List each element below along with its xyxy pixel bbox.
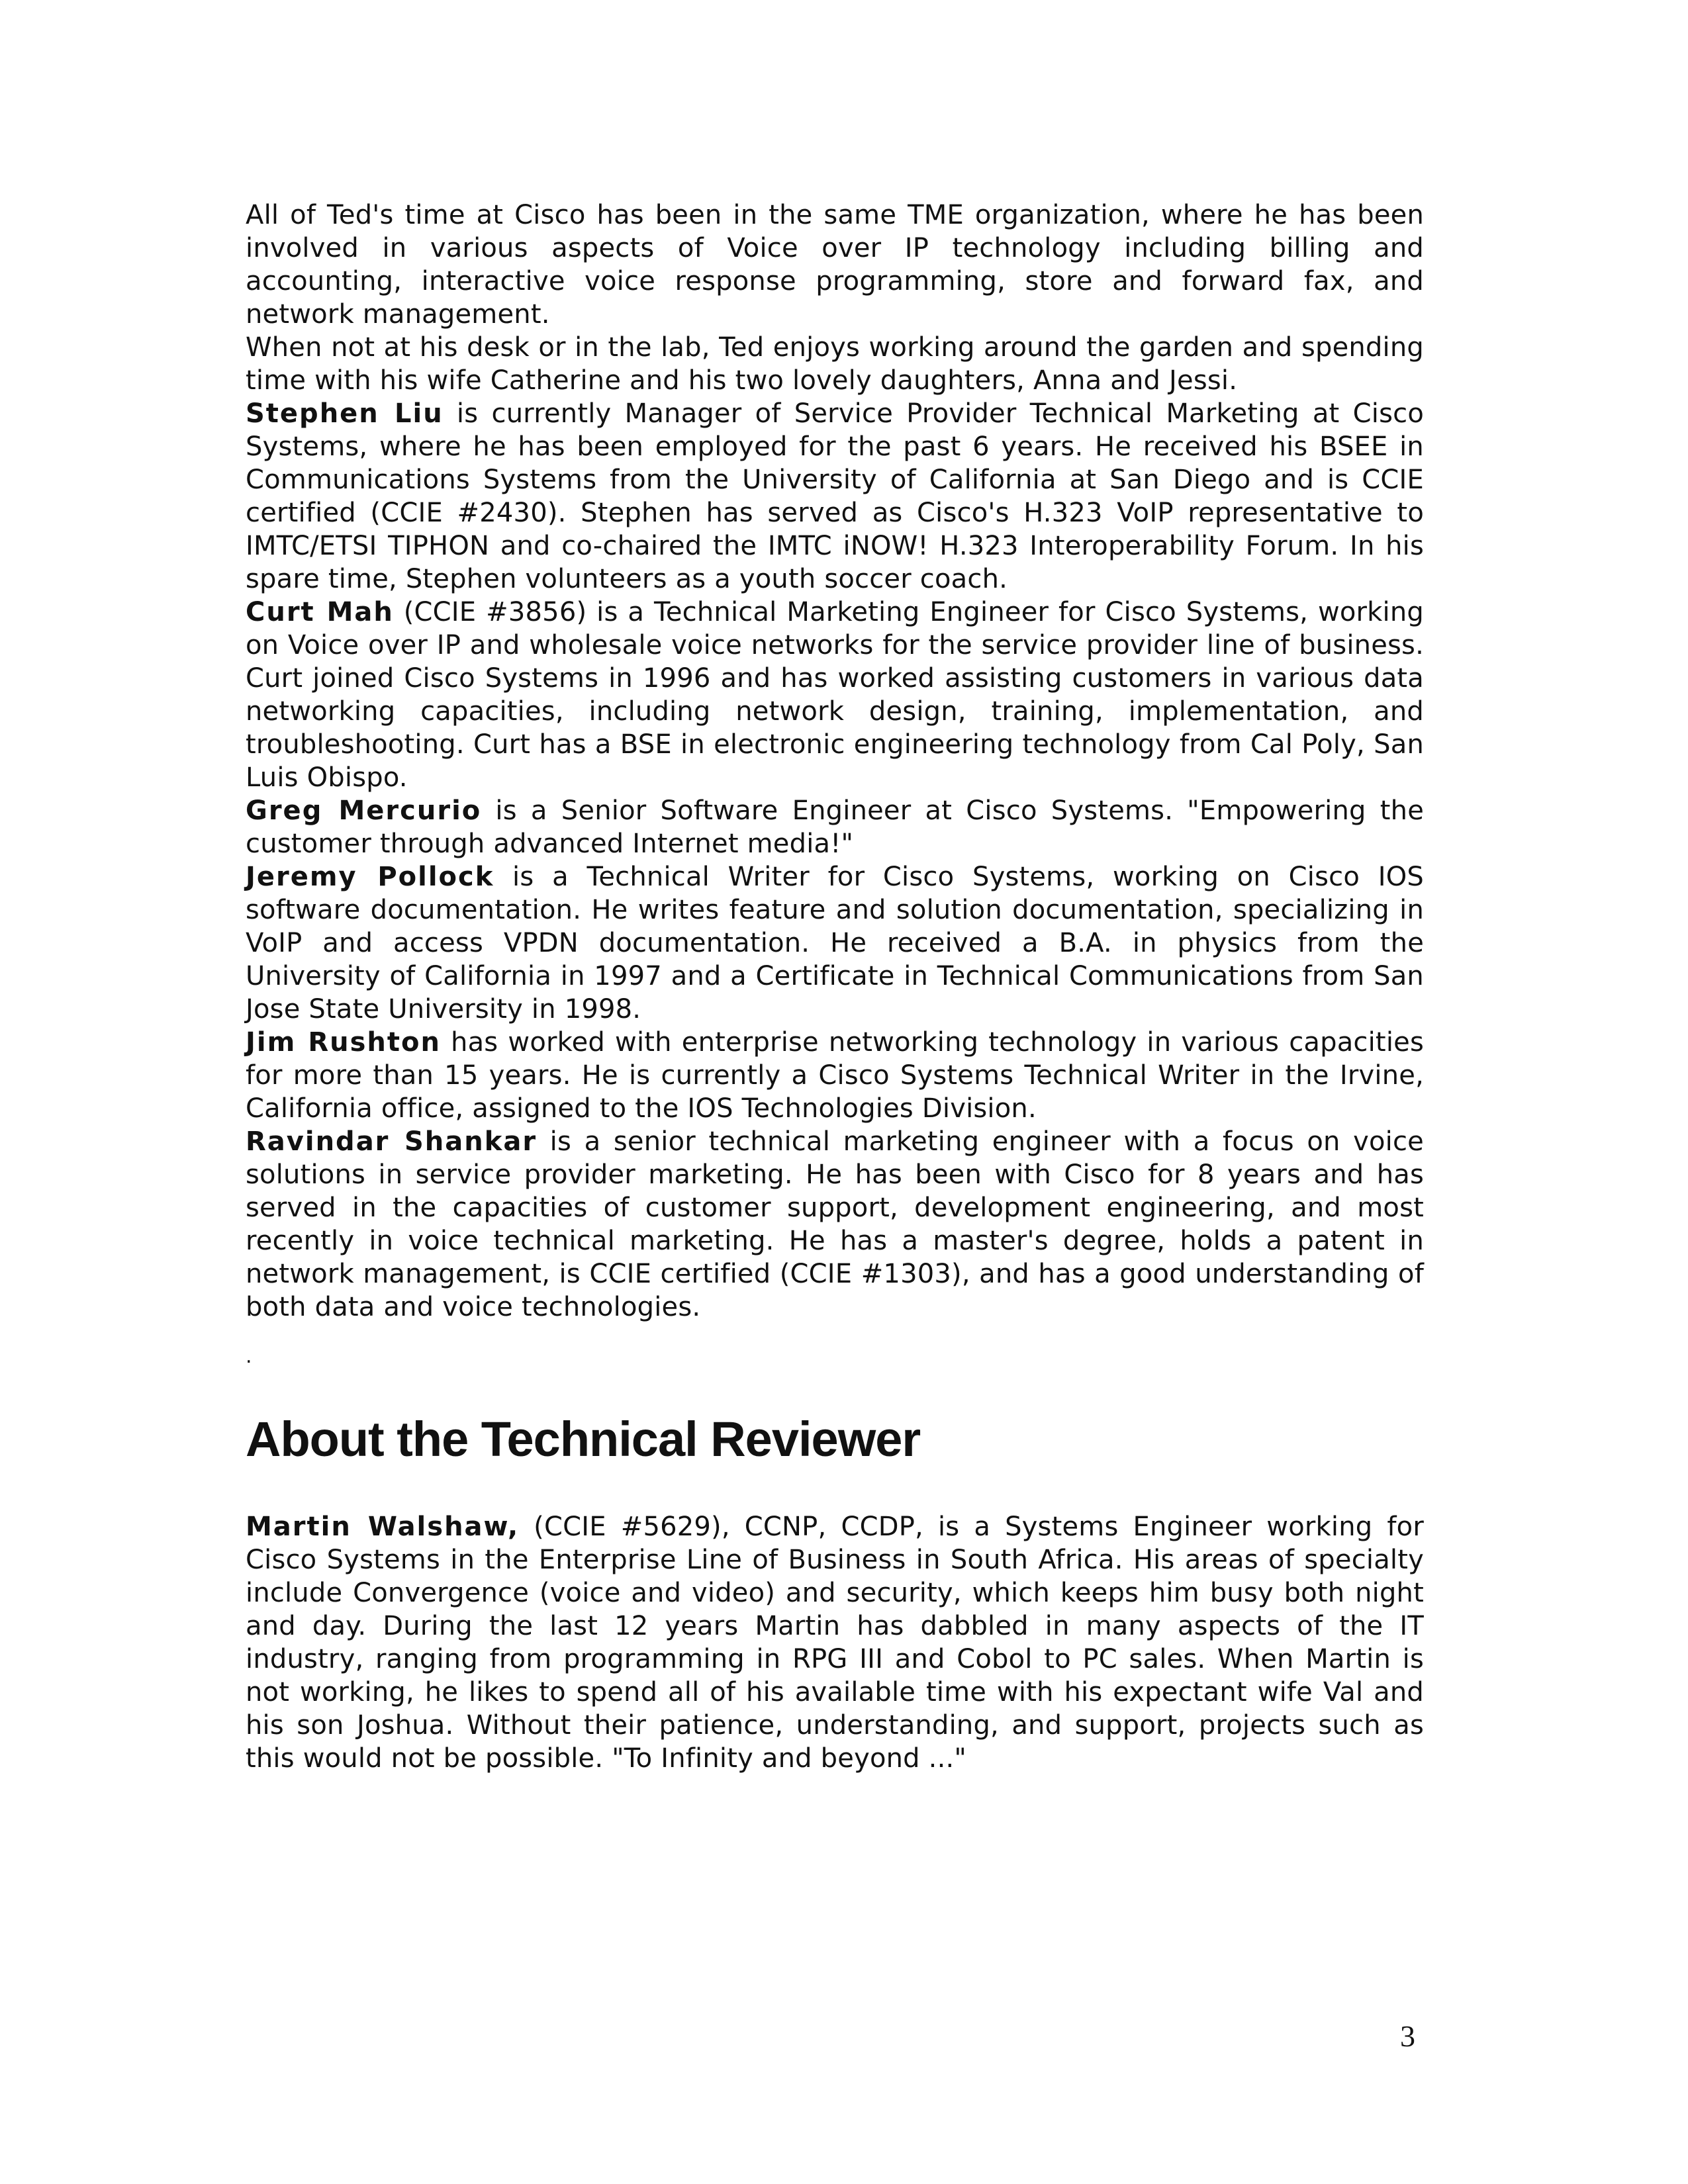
document-page: [246, 199, 1424, 1775]
page-number: 3: [1400, 2019, 1415, 2053]
bio-text: is a Technical Writer for Cisco Systems, working on Cisco IOS software documentation. He writes feature and solution documentation, specializing in VoIP and access VPDN documentation. He received a B.A. in physics from the University of California in 1997 and a Certificate in Technical Communications from San Jose State University in 1998.: [246, 862, 1424, 1024]
paragraph-text: All of Ted's time at Cisco has been in the same TME organization, where he has been involved in various aspects of Voice over IP technology including billing and accounting, interactive voice response programming, store and forward fax, and network management.: [246, 200, 1424, 330]
bio-text: is a Senior Software Engineer at Cisco Systems. "Empowering the customer through advanced Internet media!": [246, 796, 1425, 859]
bio-jeremy-pollock: [246, 860, 1424, 1026]
bio-stephen-liu: [246, 397, 1424, 596]
bio-curt-mah: [246, 596, 1424, 794]
bio-text: is currently Manager of Service Provider Technical Marketing at Cisco Systems, where he has been employed for the past 6 years. He received his BSEE in Communications Systems from the University of California at San Diego and is CCIE certified (CCIE #2430). Stephen has served as Cisco's H.323 VoIP representative to IMTC/ETSI TIPHON and co-chaired the IMTC iNOW! H.323 Interoperability Forum. In his spare time, Stephen volunteers as a youth soccer coach.: [246, 398, 1425, 594]
bio-jim-rushton: [246, 1026, 1424, 1125]
paragraph-ted-hobbies: [246, 331, 1424, 397]
bio-name: Stephen Liu: [246, 398, 444, 429]
bio-text: is a senior technical marketing engineer with a focus on voice solutions in service provider marketing. He has been with Cisco for 8 years and has served in the capacities of customer support, development engineering, and most recently in voice technical marketing. He has a master's degree, holds a patent in network management, is CCIE certified (CCIE #1303), and has a good understanding of both data and voice technologies.: [246, 1126, 1424, 1322]
bio-text: (CCIE #3856) is a Technical Marketing Engineer for Cisco Systems, working on Voice over IP and wholesale voice networks for the service provider line of business. Curt joined Cisco Systems in 1996 and has worked assisting customers in various data networking capacities, including network design, training, implementation, and troubleshooting. Curt has a BSE in electronic engineering technology from Cal Poly, San Luis Obispo.: [246, 597, 1424, 793]
paragraph-text: When not at his desk or in the lab, Ted enjoys working around the garden and spending time with his wife Catherine and his two lovely daughters, Anna and Jessi.: [246, 332, 1424, 396]
stray-mark: .: [246, 1345, 252, 1368]
bio-text: (CCIE #5629), CCNP, CCDP, is a Systems Engineer working for Cisco Systems in the Enterprise Line of Business in South Africa. His areas of specialty include Convergence (voice and video) and security, which keeps him busy both night and day. During the last 12 years Martin has dabbled in many aspects of the IT industry, ranging from programming in RPG III and Cobol to PC sales. When Martin is not working, he likes to spend all of his available time with his expectant wife Val and his son Joshua. Without their patience, understanding, and support, projects such as this would not be possible. "To Infinity and beyond ...": [246, 1512, 1424, 1774]
bio-name: Martin Walshaw,: [246, 1512, 520, 1542]
bio-name: Ravindar Shankar: [246, 1126, 538, 1157]
paragraph-ted-career: [246, 199, 1424, 331]
bio-martin-walshaw: [246, 1510, 1424, 1775]
section-heading: About the Technical Reviewer: [246, 1412, 921, 1467]
bio-name: Jeremy Pollock: [246, 862, 494, 892]
bio-name: Greg Mercurio: [246, 796, 482, 826]
bio-text: has worked with enterprise networking technology in various capacities for more than 15 years. He is currently a Cisco Systems Technical Writer in the Irvine, California office, assigned to the IOS Technologies Division.: [246, 1027, 1424, 1124]
bio-ravindar-shankar: [246, 1125, 1424, 1324]
bio-name: Jim Rushton: [246, 1027, 441, 1058]
bio-greg-mercurio: [246, 794, 1424, 860]
bio-name: Curt Mah: [246, 597, 394, 627]
